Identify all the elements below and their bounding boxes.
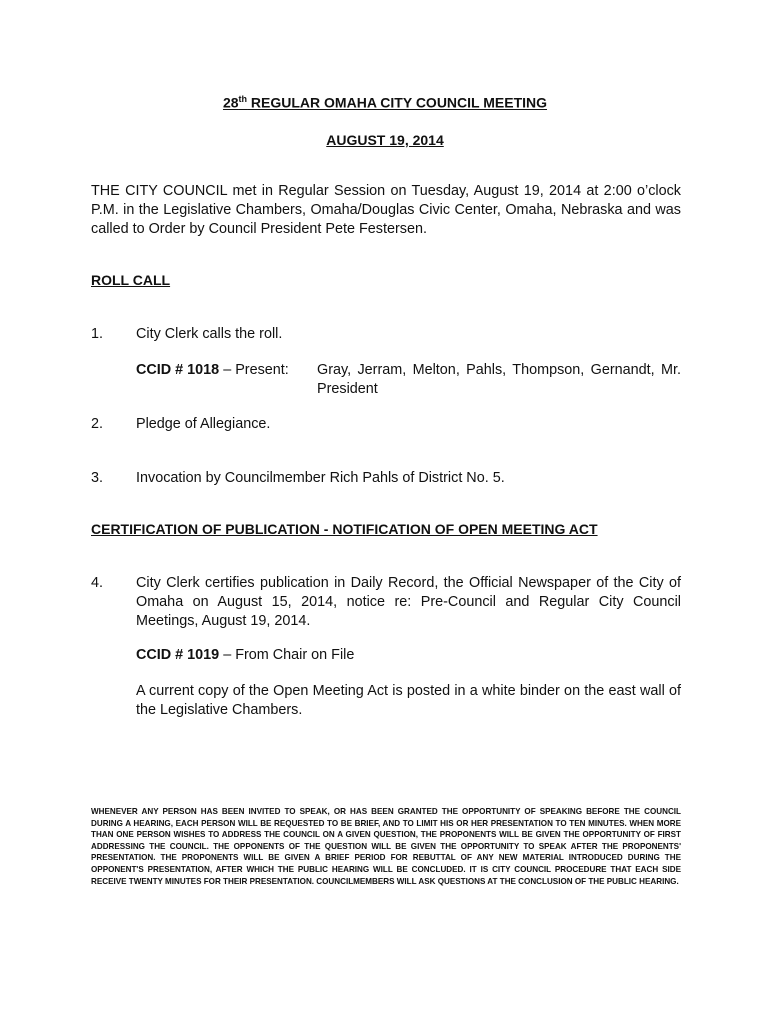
hearing-procedure-footnote: WHENEVER ANY PERSON HAS BEEN INVITED TO SPEAK, OR HAS BEEN GRANTED THE OPPORTUNITY OF SPEAKING BEFORE THE COUNCIL DURING A HEARING, EACH PERSON WILL BE REQUESTED TO BE BRIEF, AND TO LIMIT HIS OR HER PRESENTATION TO TEN MINUTES. WHEN MORE THAN ONE PERSON WISHES TO ADDRESS THE COUNCIL ON A GIVEN QUESTION, THE PROPONENTS WILL BE GIVEN THE OPPORTUNITY OF FIRST ADDRESSING THE COUNCIL. THE OPPONENTS OF THE QUESTION WILL BE GIVEN THE OPPORTUNITY TO SPEAK AFTER THE PROPONENTS' PRESENTATION. THE PROPONENTS WILL BE GIVEN A BRIEF PERIOD FOR REBUTTAL OF ANY NEW MATERIAL INTRODUCED DURING THE OPPONENT'S PRESENTATION, AFTER WHICH THE PUBLIC HEARING WILL BE CONCLUDED. IT IS CITY COUNCIL PROCEDURE THAT EACH SIDE RECEIVE TWENTY MINUTES FOR THEIR PRESENTATION. COUNCILMEMBERS WILL ASK QUESTIONS AT THE CONCLUSION OF THE PUBLIC HEARING.	[91, 807, 681, 886]
ccid-1018-label: CCID # 1018	[136, 362, 220, 378]
present-members: Gray, Jerram, Melton, Pahls, Thompson, Gernandt, Mr. President	[317, 362, 681, 397]
roll-call-heading: ROLL CALL	[91, 272, 171, 288]
item-text-2: Pledge of Allegiance.	[136, 416, 271, 432]
item-text-4: City Clerk certifies publication in Daily Record, the Official Newspaper of the City of Omaha on August 15, 2014, notice re: Pre-Council and Regular City Council Meetings, August 19, 2014.	[136, 575, 681, 629]
item-number-2: 2.	[91, 416, 104, 432]
item-number-1: 1.	[91, 326, 104, 342]
ccid-1018	[136, 361, 316, 380]
title-number: 28	[222, 94, 239, 111]
meeting-title	[0, 94, 770, 111]
title-text: REGULAR OMAHA CITY COUNCIL MEETING	[247, 94, 548, 111]
ccid-1019-label: CCID # 1019	[136, 647, 220, 663]
intro-paragraph: THE CITY COUNCIL met in Regular Session on Tuesday, August 19, 2014 at 2:00 o’clock P.M. in the Legislative Chambers, Omaha/Douglas Civic Center, Omaha, Nebraska and was called to Order by Council President Pete Festersen.	[91, 183, 681, 237]
title-superscript: th	[238, 94, 248, 104]
item-number-4: 4.	[91, 575, 104, 591]
item-text-1: City Clerk calls the roll.	[136, 326, 283, 342]
item-number-3: 3.	[91, 470, 104, 486]
open-meeting-note: A current copy of the Open Meeting Act is posted in a white binder on the east wall of the Legislative Chambers.	[136, 683, 681, 718]
item-text-3: Invocation by Councilmember Rich Pahls of District No. 5.	[136, 470, 505, 486]
certification-heading: CERTIFICATION OF PUBLICATION - NOTIFICATION OF OPEN MEETING ACT	[91, 521, 598, 537]
ccid-1018-suffix: – Present:	[219, 362, 289, 378]
ccid-1019	[136, 646, 681, 665]
meeting-date: AUGUST 19, 2014	[326, 132, 444, 148]
ccid-1019-suffix: – From Chair on File	[219, 647, 355, 663]
